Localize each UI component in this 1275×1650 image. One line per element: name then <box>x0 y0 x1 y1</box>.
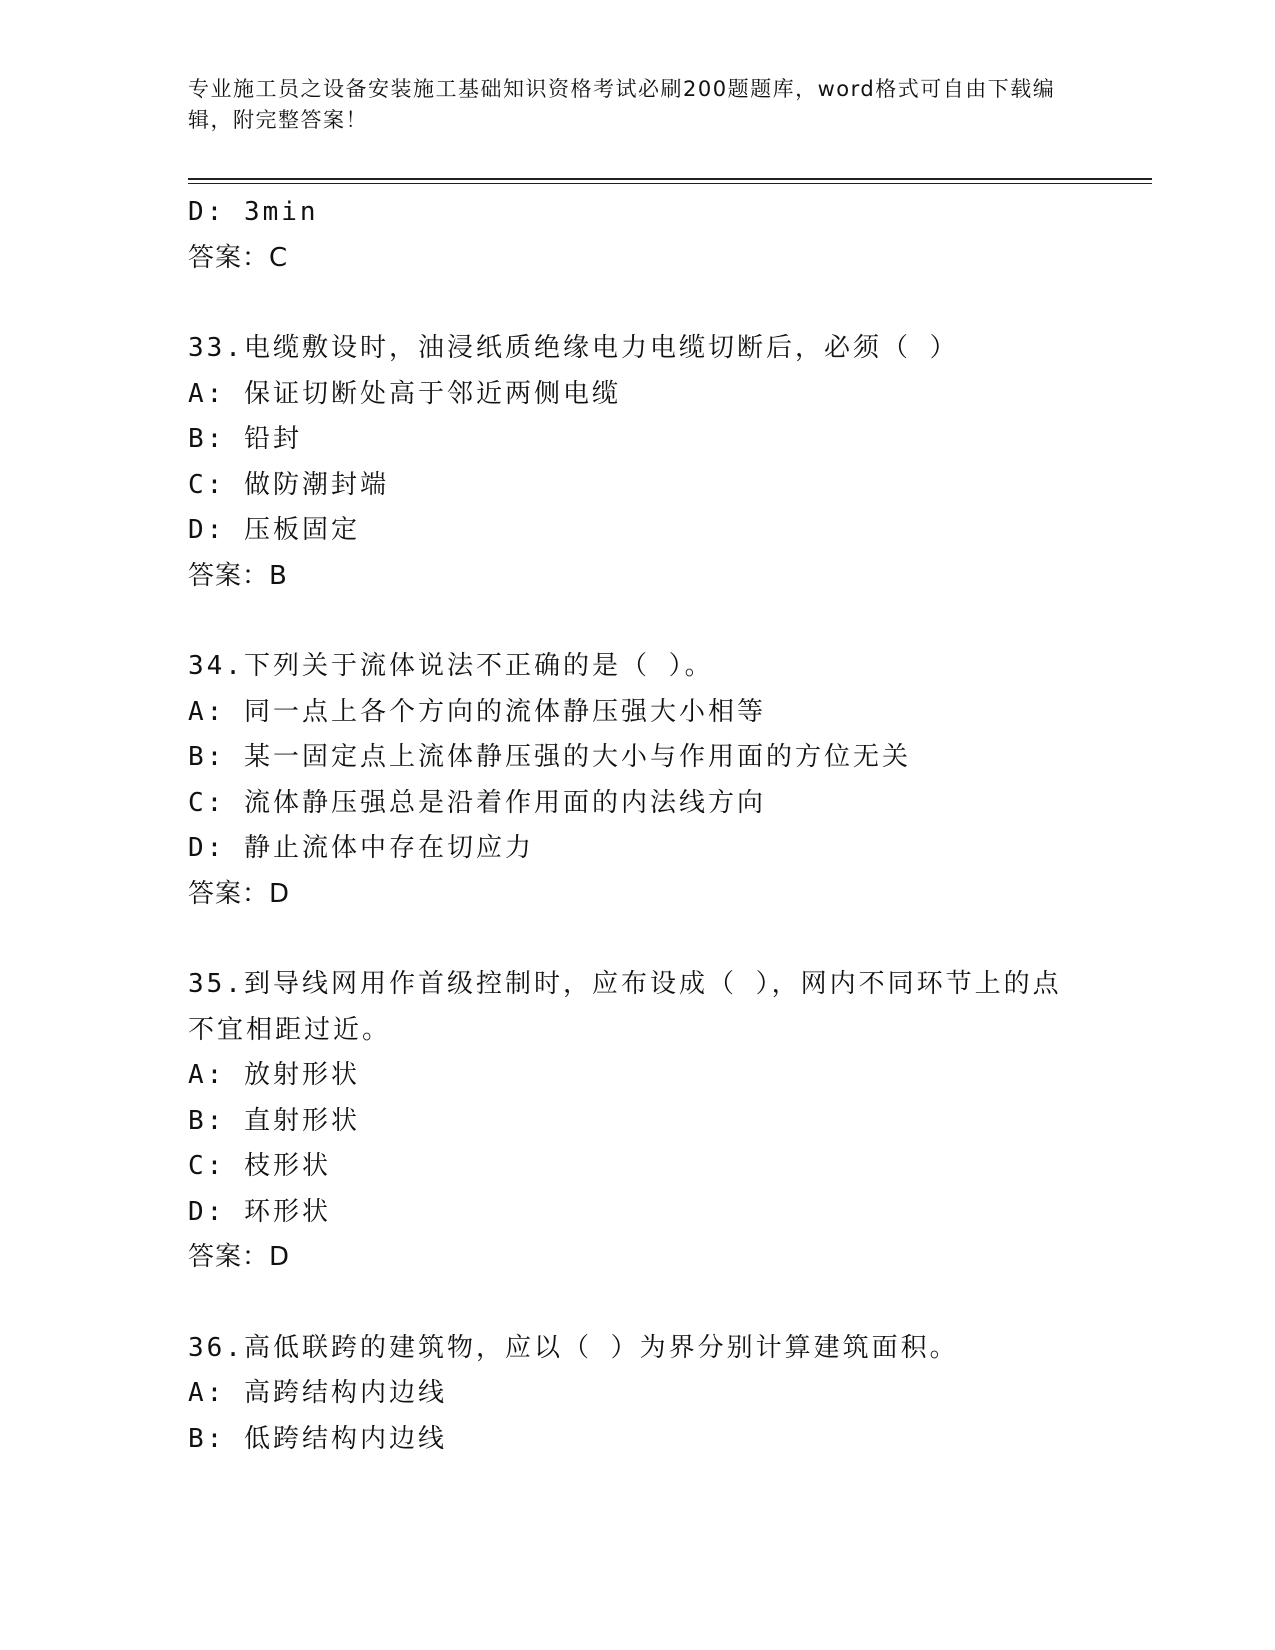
question-spacer <box>188 917 1088 962</box>
option-a: A: 高跨结构内边线 <box>188 1378 447 1408</box>
question-stem: 36.高低联跨的建筑物，应以（ ）为界分别计算建筑面积。 <box>188 1332 959 1363</box>
option-d: D: 环形状 <box>188 1196 331 1227</box>
header-divider-thin <box>188 183 1152 184</box>
question-block-33 <box>188 326 1088 599</box>
question-block-36 <box>188 1326 1088 1463</box>
question-spacer <box>188 599 1088 644</box>
option-b: B: 直射形状 <box>188 1105 360 1136</box>
option-d: D: 静止流体中存在切应力 <box>188 833 534 863</box>
option-c: C: 流体静压强总是沿着作用面的内法线方向 <box>188 787 766 818</box>
option-c: C: 枝形状 <box>188 1151 331 1181</box>
answer-line: 答案：D <box>188 878 291 909</box>
answer-line: 答案：B <box>188 560 288 591</box>
answer-line: 答案：D <box>188 1242 291 1272</box>
option-c: C: 做防潮封端 <box>188 469 389 500</box>
question-stem: 34.下列关于流体说法不正确的是（ ）。 <box>188 651 714 681</box>
question-list <box>188 190 1088 1462</box>
header-title: 专业施工员之设备安装施工基础知识资格考试必刷200题题库，word格式可自由下载编辑，附完整答案！ <box>188 77 1056 132</box>
document-header <box>188 74 1088 136</box>
question-stem: 33.电缆敷设时，油浸纸质绝缘电力电缆切断后，必须（ ） <box>188 333 959 363</box>
answer-line: 答案：C <box>188 242 289 273</box>
question-spacer <box>188 1281 1088 1326</box>
option-b: B: 低跨结构内边线 <box>188 1423 447 1454</box>
option-a: A: 同一点上各个方向的流体静压强大小相等 <box>188 696 766 727</box>
question-stem-line-2: 不宜相距过近。 <box>188 1014 392 1045</box>
question-spacer <box>188 281 1088 326</box>
option-b: B: 铅封 <box>188 424 302 454</box>
question-block-35 <box>188 962 1088 1281</box>
option-b: B: 某一固定点上流体静压强的大小与作用面的方位无关 <box>188 742 911 772</box>
question-stem-line-1: 35.到导线网用作首级控制时，应布设成（ ），网内不同环节上的点 <box>188 969 1062 999</box>
question-block-32 <box>188 190 1088 281</box>
option-d: D: 3min <box>188 197 319 227</box>
header-divider-thick <box>188 178 1152 180</box>
option-a: A: 放射形状 <box>188 1060 360 1090</box>
option-a: A: 保证切断处高于邻近两侧电缆 <box>188 378 621 409</box>
question-block-34 <box>188 644 1088 917</box>
option-d: D: 压板固定 <box>188 515 360 545</box>
